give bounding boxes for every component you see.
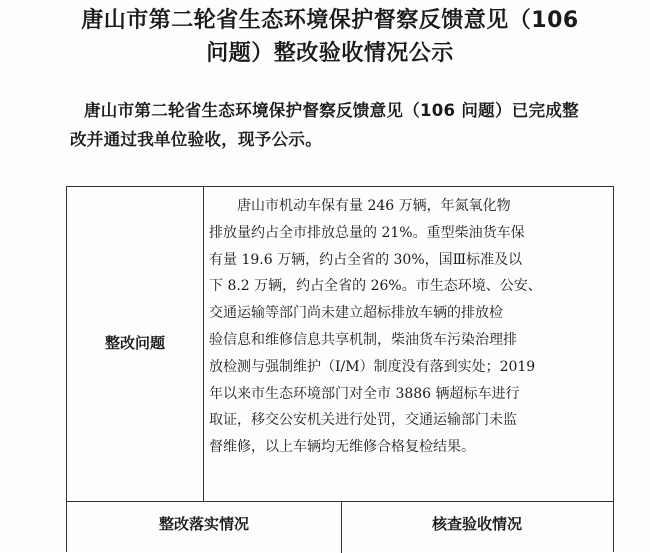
- problem-line: 督维修，以上车辆均无维修合格复检结果。: [209, 439, 475, 456]
- problem-line: 年以来市生态环境部门对全市 3886 辆超标车进行: [209, 385, 520, 402]
- intro-line-1: 唐山市第二轮省生态环境保护督察反馈意见（106 问题）已完成整: [84, 101, 579, 120]
- problem-line: 唐山市机动车保有量 246 万辆，年氮氧化物: [237, 198, 511, 214]
- problem-line: 取证，移交公安机关进行处罚，交通运输部门未监: [209, 412, 517, 429]
- intro-paragraph: [70, 96, 630, 154]
- problem-label: 整改问题: [104, 334, 165, 352]
- problem-description: [209, 193, 609, 461]
- problem-line: 排放量约占全市排放总量的 21%。重型柴油货车保: [209, 224, 525, 241]
- document-title: [40, 4, 620, 70]
- problem-line: 交通运输等部门尚未建立超标排放车辆的排放检: [209, 305, 503, 322]
- problem-line: 放检测与强制维护（I/M）制度没有落到实处；2019: [209, 358, 536, 375]
- title-line-1: 唐山市第二轮省生态环境保护督察反馈意见（106: [81, 8, 579, 33]
- intro-line-2: 改并通过我单位验收，现予公示。: [70, 130, 322, 149]
- title-line-2: 问题）整改验收情况公示: [206, 41, 454, 66]
- implementation-label: 整改落实情况: [158, 515, 249, 533]
- problem-line: 有量 19.6 万辆，约占全省的 30%，国Ⅲ标准及以: [209, 251, 523, 268]
- table-row-divider: [67, 501, 613, 502]
- table-column-divider: [203, 187, 204, 501]
- rectification-table: [66, 186, 614, 552]
- problem-line: 验信息和维修信息共享机制，柴油货车污染治理排: [209, 331, 517, 348]
- verification-label: 核查验收情况: [431, 515, 522, 533]
- problem-line: 下 8.2 万辆，约占全省的 26%。市生态环境、公安、: [209, 278, 542, 295]
